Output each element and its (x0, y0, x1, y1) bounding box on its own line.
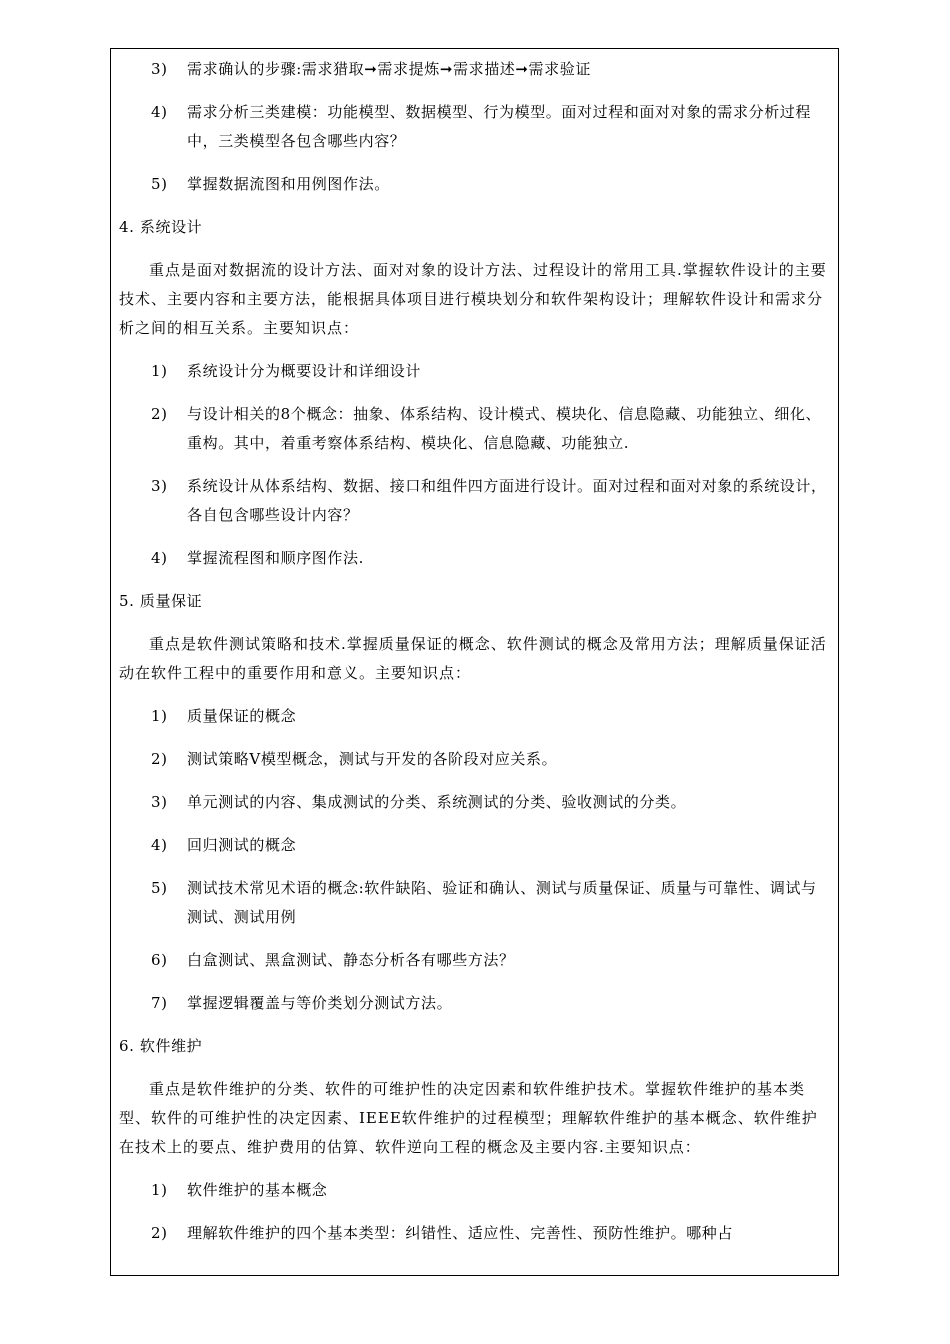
list-item-number: 4) (151, 836, 168, 854)
list-item-number: 3) (151, 60, 168, 78)
list-item (119, 831, 831, 860)
paragraph: 重点是面对数据流的设计方法、面对对象的设计方法、过程设计的常用工具.掌握软件设计的主要技术、主要内容和主要方法，能根据具体项目进行模块划分和软件架构设计；理解软件设计和需求分析之间的相互关系。主要知识点： (119, 261, 827, 337)
list-item (119, 946, 831, 975)
list-item (119, 400, 831, 458)
list-item (119, 472, 831, 530)
list-item-number: 1) (151, 1181, 168, 1199)
list-item (119, 55, 831, 84)
list-item-number: 3) (151, 793, 168, 811)
list-item-text: 白盒测试、黑盒测试、静态分析各有哪些方法？ (187, 951, 515, 969)
list-item-number: 7) (151, 994, 168, 1012)
list-item-text: 系统设计分为概要设计和详细设计 (187, 362, 422, 380)
list-item-text: 掌握逻辑覆盖与等价类划分测试方法。 (187, 994, 453, 1012)
list-item (119, 98, 831, 156)
list-item-number: 4) (151, 549, 168, 567)
list-item-number: 1) (151, 362, 168, 380)
list-item-text: 回归测试的概念 (187, 836, 297, 854)
list-item-text: 质量保证的概念 (187, 707, 297, 725)
list-item-number: 2) (151, 1224, 168, 1242)
list-item-text: 掌握流程图和顺序图作法. (187, 549, 364, 567)
list-item (119, 788, 831, 817)
list-item-text: 测试策略V模型概念，测试与开发的各阶段对应关系。 (187, 750, 558, 768)
section-heading: 5. 质量保证 (119, 592, 203, 610)
list-item (119, 170, 831, 199)
list-item-number: 5) (151, 879, 168, 897)
list-item (119, 745, 831, 774)
list-item-text: 需求确认的步骤:需求猎取➞需求提炼➞需求描述➞需求验证 (187, 60, 591, 78)
list-item-number: 4) (151, 103, 168, 121)
list-item-text: 掌握数据流图和用例图作法。 (187, 175, 390, 193)
list-item-text: 软件维护的基本概念 (187, 1181, 328, 1199)
list-item-number: 6) (151, 951, 168, 969)
list-item-text: 单元测试的内容、集成测试的分类、系统测试的分类、验收测试的分类。 (187, 793, 687, 811)
list-item-number: 2) (151, 405, 168, 423)
list-item-text: 理解软件维护的四个基本类型：纠错性、适应性、完善性、预防性维护。哪种占 (187, 1224, 734, 1242)
list-item-number: 1) (151, 707, 168, 725)
list-item-text: 测试技术常见术语的概念:软件缺陷、验证和确认、测试与质量保证、质量与可靠性、调试与测试、测试用例 (187, 879, 817, 926)
list-item-number: 3) (151, 477, 168, 495)
list-item-text: 与设计相关的8个概念：抽象、体系结构、设计模式、模块化、信息隐藏、功能独立、细化、重构。其中，着重考察体系结构、模块化、信息隐藏、功能独立. (187, 405, 822, 452)
list-item (119, 357, 831, 386)
list-item-number: 2) (151, 750, 168, 768)
section-heading: 6. 软件维护 (119, 1037, 203, 1055)
list-item (119, 544, 831, 573)
list-item-text: 需求分析三类建模：功能模型、数据模型、行为模型。面对过程和面对对象的需求分析过程中，三类模型各包含哪些内容？ (187, 103, 812, 150)
list-item (119, 702, 831, 731)
paragraph: 重点是软件测试策略和技术.掌握质量保证的概念、软件测试的概念及常用方法；理解质量保证活动在软件工程中的重要作用和意义。主要知识点： (119, 635, 827, 682)
list-item-number: 5) (151, 175, 168, 193)
bordered-table-cell (110, 48, 839, 1276)
list-item (119, 874, 831, 932)
list-item (119, 989, 831, 1018)
document-content (119, 55, 831, 1262)
list-item (119, 1176, 831, 1205)
paragraph: 重点是软件维护的分类、软件的可维护性的决定因素和软件维护技术。掌握软件维护的基本类型、软件的可维护性的决定因素、IEEE软件维护的过程模型；理解软件维护的基本概念、软件维护在技术上的要点、维护费用的估算、软件逆向工程的概念及主要内容.主要知识点： (119, 1080, 818, 1156)
list-item (119, 1219, 831, 1248)
section-heading: 4. 系统设计 (119, 218, 203, 236)
list-item-text: 系统设计从体系结构、数据、接口和组件四方面进行设计。面对过程和面对对象的系统设计，各自包含哪些设计内容？ (187, 477, 827, 524)
